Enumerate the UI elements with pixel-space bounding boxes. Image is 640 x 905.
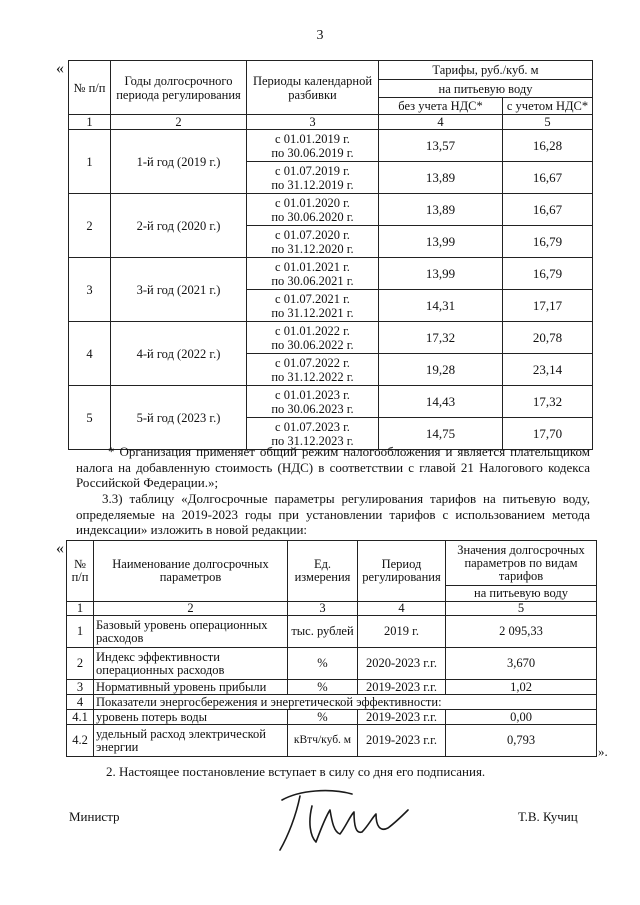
period-from: с 01.07.2019 г. — [275, 163, 350, 178]
t2-row-value: 1,02 — [446, 680, 597, 695]
t2-row-period: 2019-2023 г.г. — [358, 680, 446, 695]
t1-header-no-vat: без учета НДС* — [379, 98, 503, 115]
period-to: по 30.06.2019 г. — [271, 145, 354, 160]
period-to: по 30.06.2020 г. — [271, 209, 354, 224]
opening-quote-2: « — [56, 540, 64, 557]
tariffs-table — [68, 60, 593, 450]
t2-row-name: Нормативный уровень прибыли — [94, 680, 288, 695]
t2-col-index: 5 — [446, 602, 597, 616]
t2-section-name: Показатели энергосбережения и энергетической эффективности: — [94, 695, 597, 710]
t1-row-year: 2-й год (2020 г.) — [111, 194, 247, 258]
t2-row-value: 0,793 — [446, 725, 597, 757]
period-from: с 01.01.2020 г. — [275, 195, 350, 210]
t1-with-vat: 16,28 — [503, 130, 593, 162]
t1-period — [247, 162, 379, 194]
t2-row-period: 2019-2023 г.г. — [358, 710, 446, 725]
table-row — [69, 130, 593, 162]
t2-row-name: Индекс эффективности операционных расходов — [94, 648, 288, 680]
t1-with-vat: 23,14 — [503, 354, 593, 386]
t2-row-value: 2 095,33 — [446, 616, 597, 648]
t1-no-vat: 14,31 — [379, 290, 503, 322]
period-from: с 01.07.2023 г. — [275, 419, 350, 434]
t2-row-unit: тыс. рублей — [288, 616, 358, 648]
t1-period — [247, 386, 379, 418]
t2-row-unit: кВтч/куб. м — [288, 725, 358, 757]
t2-header-water: на питьевую воду — [446, 586, 597, 602]
period-from: с 01.07.2021 г. — [275, 291, 350, 306]
t1-header-periods: Периоды календарной разбивки — [247, 61, 379, 115]
period-from: с 01.01.2021 г. — [275, 259, 350, 274]
t1-row-year: 1-й год (2019 г.) — [111, 130, 247, 194]
table-row — [69, 322, 593, 354]
table-row — [67, 648, 597, 680]
t2-col-index: 1 — [67, 602, 94, 616]
signatory-name: Т.В. Кучиц — [518, 809, 578, 824]
t1-no-vat: 13,89 — [379, 194, 503, 226]
t1-period — [247, 130, 379, 162]
t1-col-index: 1 — [69, 115, 111, 130]
t1-col-index: 2 — [111, 115, 247, 130]
period-to: по 30.06.2023 г. — [271, 401, 354, 416]
t2-row-num: 4.2 — [67, 725, 94, 757]
t2-row-period: 2020-2023 г.г. — [358, 648, 446, 680]
t1-row-num: 2 — [69, 194, 111, 258]
period-from: с 01.07.2022 г. — [275, 355, 350, 370]
t1-period — [247, 290, 379, 322]
t1-with-vat: 16,67 — [503, 194, 593, 226]
t1-row-num: 1 — [69, 130, 111, 194]
t1-no-vat: 14,43 — [379, 386, 503, 418]
table-row — [67, 680, 597, 695]
t1-with-vat: 16,79 — [503, 258, 593, 290]
t1-col-index: 5 — [503, 115, 593, 130]
t1-header-years: Годы долгосрочного периода регулирования — [111, 61, 247, 115]
t1-header-num: № п/п — [69, 61, 111, 115]
period-to: по 30.06.2022 г. — [271, 337, 354, 352]
t2-col-index: 4 — [358, 602, 446, 616]
t1-row-num: 4 — [69, 322, 111, 386]
t1-with-vat: 16,79 — [503, 226, 593, 258]
t1-row-year: 5-й год (2023 г.) — [111, 386, 247, 450]
t1-period — [247, 258, 379, 290]
t1-with-vat: 17,32 — [503, 386, 593, 418]
table-row — [69, 194, 593, 226]
period-from: с 01.01.2022 г. — [275, 323, 350, 338]
t2-header-num: № п/п — [67, 541, 94, 602]
period-from: с 01.01.2023 г. — [275, 387, 350, 402]
t2-row-period: 2019 г. — [358, 616, 446, 648]
t2-row-name: уровень потерь воды — [94, 710, 288, 725]
t1-no-vat: 14,75 — [379, 418, 503, 450]
t1-period — [247, 354, 379, 386]
t2-row-period: 2019-2023 г.г. — [358, 725, 446, 757]
period-to: по 31.12.2019 г. — [271, 177, 354, 192]
page-number: 3 — [316, 28, 324, 43]
t1-with-vat: 20,78 — [503, 322, 593, 354]
vat-footnote: * Организация применяет общий режим налогообложения и является плательщиком налога на добавленную стоимость (НДС) в соответствии с главой 21 Налогового кодекса Российской Федерации.»; — [76, 444, 590, 490]
period-to: по 31.12.2022 г. — [271, 369, 354, 384]
t2-row-num: 3 — [67, 680, 94, 695]
closing-quote-2: ». — [598, 744, 608, 759]
t2-row-name: Базовый уровень операционных расходов — [94, 616, 288, 648]
t2-row-num: 2 — [67, 648, 94, 680]
t1-with-vat: 16,67 — [503, 162, 593, 194]
table-row — [67, 695, 597, 710]
period-to: по 31.12.2020 г. — [271, 241, 354, 256]
t1-row-num: 5 — [69, 386, 111, 450]
t2-col-index: 2 — [94, 602, 288, 616]
t2-row-name: удельный расход электрической энергии — [94, 725, 288, 757]
t2-row-num: 1 — [67, 616, 94, 648]
signatory-position: Министр — [69, 809, 120, 824]
period-to: по 31.12.2023 г. — [271, 433, 354, 448]
t2-col-index: 3 — [288, 602, 358, 616]
t1-period — [247, 322, 379, 354]
paragraph-3-3: 3.3) таблицу «Долгосрочные параметры регулирования тарифов на питьевую воду, определяемые на 2019-2023 годы при установлении тарифов с использованием метода индексации» изложить в новой редакции: — [76, 491, 590, 537]
t2-row-unit: % — [288, 680, 358, 695]
t2-row-value: 0,00 — [446, 710, 597, 725]
t1-row-num: 3 — [69, 258, 111, 322]
t1-header-tariffs: Тарифы, руб./куб. м — [379, 61, 593, 80]
t2-header-unit: Ед. измерения — [288, 541, 358, 602]
t1-row-year: 4-й год (2022 г.) — [111, 322, 247, 386]
paragraph-2: 2. Настоящее постановление вступает в силу со дня его подписания. — [106, 764, 486, 779]
t1-no-vat: 17,32 — [379, 322, 503, 354]
table-row — [67, 710, 597, 725]
t1-no-vat: 13,57 — [379, 130, 503, 162]
t2-header-period: Период регулирования — [358, 541, 446, 602]
t2-header-values: Значения долгосрочных параметров по видам тарифов — [446, 541, 597, 586]
t1-col-index: 4 — [379, 115, 503, 130]
t1-period — [247, 226, 379, 258]
period-to: по 31.12.2021 г. — [271, 305, 354, 320]
t2-row-num: 4.1 — [67, 710, 94, 725]
table-row — [67, 616, 597, 648]
t1-no-vat: 19,28 — [379, 354, 503, 386]
table-row — [67, 725, 597, 757]
period-from: с 01.07.2020 г. — [275, 227, 350, 242]
t2-row-value: 3,670 — [446, 648, 597, 680]
table-row — [69, 386, 593, 418]
t1-no-vat: 13,89 — [379, 162, 503, 194]
t1-header-water: на питьевую воду — [379, 80, 593, 98]
t1-no-vat: 13,99 — [379, 258, 503, 290]
opening-quote-1: « — [56, 60, 64, 77]
t1-with-vat: 17,70 — [503, 418, 593, 450]
handwritten-signature-icon — [260, 786, 430, 856]
t1-col-index: 3 — [247, 115, 379, 130]
t1-period — [247, 194, 379, 226]
table-row — [69, 258, 593, 290]
t2-row-unit: % — [288, 710, 358, 725]
t1-with-vat: 17,17 — [503, 290, 593, 322]
t2-section-num: 4 — [67, 695, 94, 710]
period-from: с 01.01.2019 г. — [275, 131, 350, 146]
t1-header-with-vat: с учетом НДС* — [503, 98, 593, 115]
period-to: по 30.06.2021 г. — [271, 273, 354, 288]
long-term-parameters-table — [66, 540, 597, 757]
t1-row-year: 3-й год (2021 г.) — [111, 258, 247, 322]
t1-no-vat: 13,99 — [379, 226, 503, 258]
t2-row-unit: % — [288, 648, 358, 680]
t2-header-name: Наименование долгосрочных параметров — [94, 541, 288, 602]
